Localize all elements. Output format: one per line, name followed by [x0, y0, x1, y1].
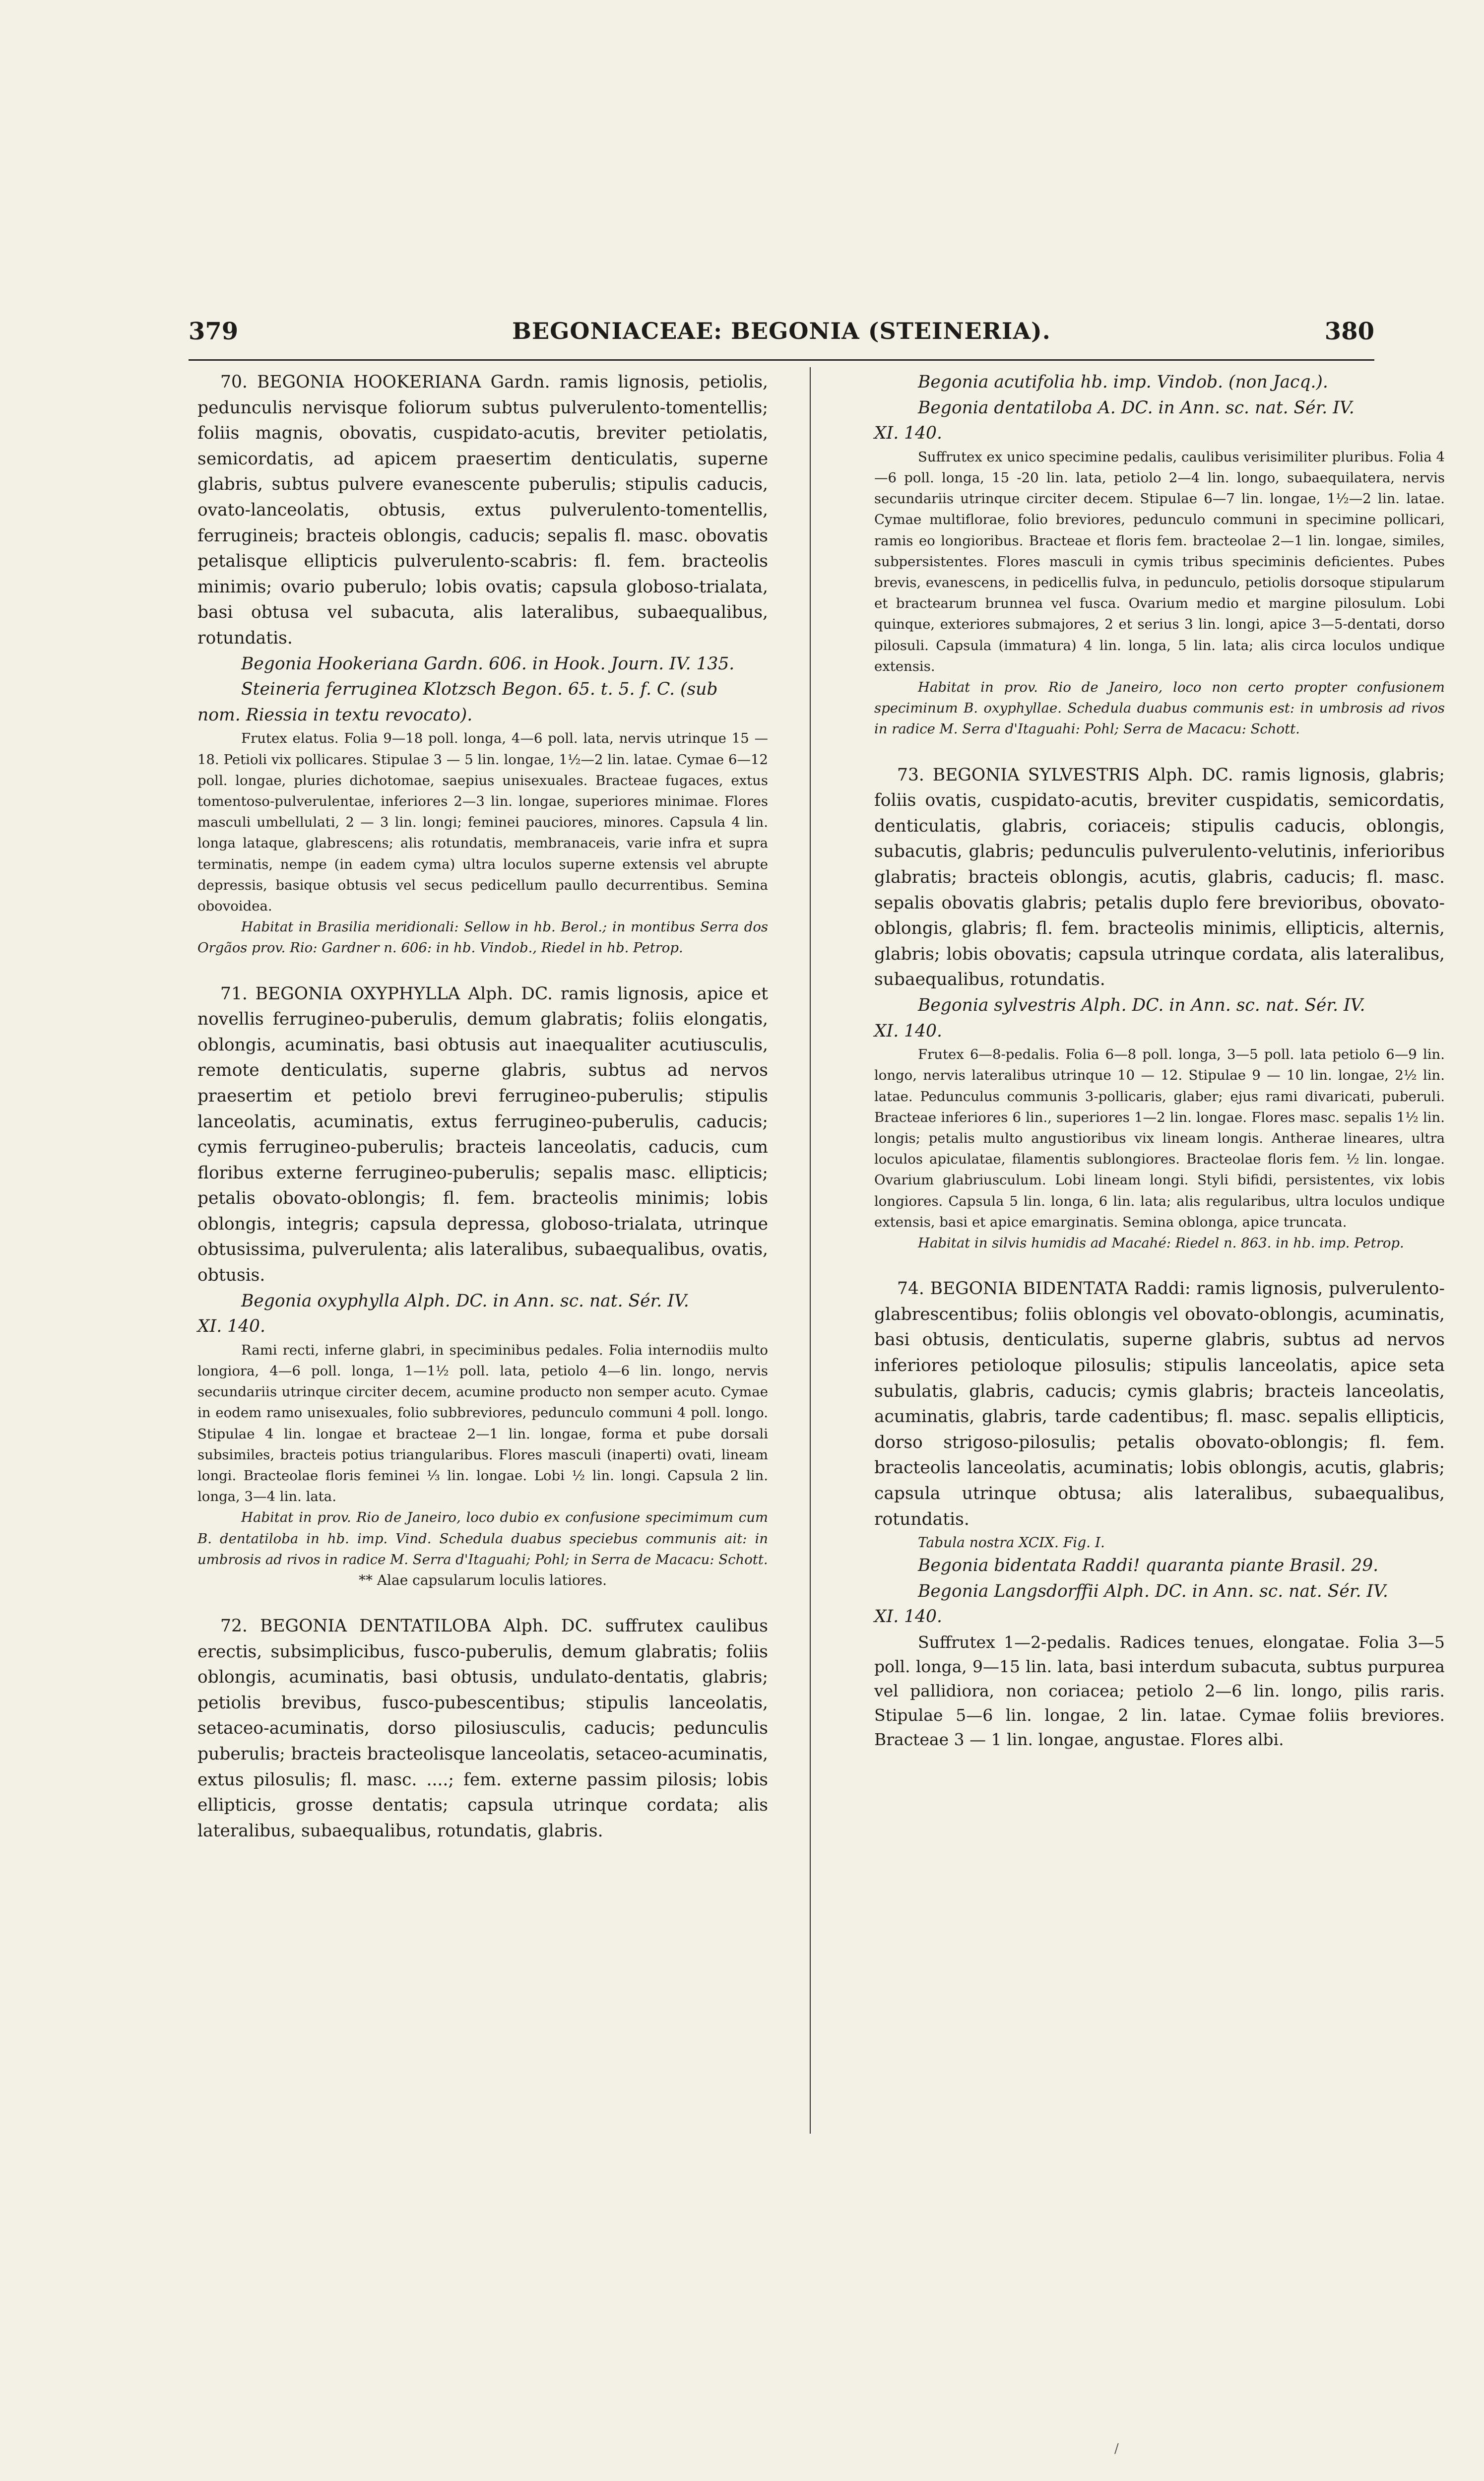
- species-72-diagnosis: 72. BEGONIA DENTATILOBA Alph. DC. suffrutex caulibus erectis, subsimplicibus, fusco-puberulis, demum glabratis; foliis oblongis, acuminatis, basi obtusis, undulato-dentatis, glabris; petiolis brevibus, fusco-pubescentibus; stipulis lanceolatis, setaceo-acuminatis, dorso pilosiusculis, caducis; pedunculis puberulis; bracteis bracteolisque lanceolatis, setaceo-acuminatis, extus pilosulis; fl. masc. ....; fem. externe passim pilosis; lobis ellipticis, grosse dentatis; capsula utrinque cordata; alis lateralibus, subaequalibus, rotundatis, glabris.: [197, 1616, 768, 1841]
- species-70-citation-2-cont: nom. Riessia in textu revocato).: [197, 705, 473, 725]
- page-header: [189, 318, 1374, 357]
- header-rule: [189, 359, 1374, 361]
- species-74-description: Suffrutex 1—2-pedalis. Radices tenues, elongatae. Folia 3—5 poll. longa, 9—15 lin. lata, basi interdum subacuta, subtus purpurea vel pallidiora, non coriacea; petiolo 2—6 lin. longo, pilis raris. Stipulae 5—6 lin. longae, 2 lin. latae. Cymae foliis breviores. Bracteae 3 — 1 lin. longae, angustae. Flores albi.: [874, 1632, 1445, 1749]
- page-number-left: 379: [189, 318, 239, 345]
- species-72-citation-2: Begonia dentatiloba A. DC. in Ann. sc. nat. Sér. IV.: [918, 397, 1355, 418]
- species-74-citation-2: Begonia Langsdorffii Alph. DC. in Ann. sc. nat. Sér. IV.: [918, 1581, 1388, 1601]
- species-73-diagnosis: 73. BEGONIA SYLVESTRIS Alph. DC. ramis lignosis, glabris; foliis ovatis, cuspidato-acutis, breviter cuspidatis, semicordatis, denticulatis, glabris, coriaceis; stipulis caducis, oblongis, subacutis, glabris; pedunculis pulverulento-velutinis, inferioribus glabratis; bracteis oblongis, acutis, glabris, caducis; fl. masc. sepalis obovatis glabris; petalis duplo fere brevioribus, obovato-oblongis, glabris; fl. fem. bracteolis minimis, ellipticis, alternis, glabris; lobis obovatis; capsula utrinque cordata, alis lateralibus, subaequalibus, rotundatis.: [874, 765, 1445, 990]
- species-70-diagnosis: 70. BEGONIA HOOKERIANA Gardn. ramis lignosis, petiolis, pedunculis nervisque foliorum subtus pulverulento-tomentellis; foliis magnis, obovatis, cuspidato-acutis, breviter petiolatis, semicordatis, ad apicem praesertim denticulatis, superne glabris, subtus pulvere evanescente puberulis; stipulis caducis, ovato-lanceolatis, obtusis, extus pulverulento-tomentellis, ferrugineis; bracteis oblongis, caducis; sepalis fl. masc. obovatis petalisque ellipticis pulverulento-scabris: fl. fem. bracteolis minimis; ovario puberulo; lobis ovatis; capsula globoso-trialata, basi obtusa vel subacuta, alis lateralibus, subaequalibus, rotundatis.: [197, 372, 768, 648]
- species-73-description: Frutex 6—8-pedalis. Folia 6—8 poll. longa, 3—5 poll. lata petiolo 6—9 lin. longo, nervis lateralibus utrinque 10 — 12. Stipulae 9 — 10 lin. longae, 2½ lin. latae. Pedunculus communis 3-pollicaris, glaber; ejus rami divaricati, puberuli. Bracteae inferiores 6 lin., superiores 1—2 lin. longae. Flores masc. sepalis 1½ lin. longis; petalis multo angustioribus vix lineam longis. Antherae lineares, ultra loculos apiculatae, filamentis sublongiores. Bracteolae floris fem. ½ lin. longae. Ovarium glabriusculum. Lobi lineam longi. Styli bifidi, persistentes, vix lobis longiores. Capsula 5 lin. longa, 6 lin. lata; alis regularibus, ultra loculos undique extensis, basi et apice emarginatis. Semina oblonga, apice truncata.: [874, 1046, 1445, 1230]
- right-column: [874, 370, 1445, 1752]
- running-title: BEGONIACEAE: BEGONIA (STEINERIA).: [512, 318, 1051, 344]
- species-71-description: Rami recti, inferne glabri, in speciminibus pedales. Folia internodiis multo longiora, 4—6 poll. longa, 1—1½ poll. lata, petiolo 4—6 lin. longo, nervis secundariis utrinque circiter decem, acumine producto non semper acuto. Cymae in eodem ramo unisexuales, folio subbreviores, pedunculo communi 4 poll. longo. Stipulae 4 lin. longae et bracteae 2—1 lin. longae, forma et pube dorsali subsimiles, bracteis potius triangularibus. Flores masculi (inaperti) ovati, lineam longi. Bracteolae floris feminei ⅓ lin. longae. Lobi ½ lin. longi. Capsula 2 lin. longa, 3—4 lin. lata.: [197, 1342, 768, 1505]
- species-71-habitat: Habitat in prov. Rio de Janeiro, loco dubio ex confusione specimimum cum B. dentatiloba in hb. imp. Vind. Schedula duabus speciebus communis ait: in umbrosis ad rivos in radice M. Serra d'Itaguahi; Pohl; in Serra de Macacu: Schott.: [197, 1509, 768, 1567]
- species-72-habitat: Habitat in prov. Rio de Janeiro, loco non certo propter confusionem speciminum B. oxyphyllae. Schedula duabus communis est: in umbrosis ad rivos in radice M. Serra d'Itaguahi: Pohl; Serra de Macacu: Schott.: [874, 679, 1445, 737]
- species-70-habitat: Habitat in Brasilia meridionali: Sellow in hb. Berol.; in montibus Serra dos Orgãos prov. Rio: Gardner n. 606: in hb. Vindob., Riedel in hb. Petrop.: [197, 919, 768, 956]
- species-70-description: Frutex elatus. Folia 9—18 poll. longa, 4—6 poll. lata, nervis utrinque 15 — 18. Petioli vix pollicares. Stipulae 3 — 5 lin. longae, 1½—2 lin. latae. Cymae 6—12 poll. longae, pluries dichotomae, saepius unisexuales. Bracteae fugaces, extus tomentoso-pulverulentae, inferiores 2—3 lin. longae, superiores minimae. Flores masculi umbellulati, 2 — 3 lin. longi; feminei pauciores, minores. Capsula 4 lin. longa lataque, glabrescens; alis rotundatis, membranaceis, varie infra et supra terminatis, nempe (in eadem cyma) ultra loculos superne extensis vel abrupte depressis, basique obtusis vel secus pedicellum paullo decurrentibus. Semina obovoidea.: [197, 730, 768, 914]
- species-71-citation-1: Begonia oxyphylla Alph. DC. in Ann. sc. nat. Sér. IV.: [241, 1291, 689, 1311]
- species-70-citation-2: Steineria ferruginea Klotzsch Begon. 65. t. 5. f. C. (sub: [241, 679, 718, 700]
- section-note: ** Alae capsularum loculis latiores.: [358, 1572, 607, 1589]
- species-72-citation-2-cont: XI. 140.: [874, 423, 942, 444]
- species-71-citation-1-cont: XI. 140.: [197, 1316, 265, 1337]
- species-73-citation-1: Begonia sylvestris Alph. DC. in Ann. sc. nat. Sér. IV.: [918, 995, 1365, 1015]
- species-73-citation-1-cont: XI. 140.: [874, 1021, 942, 1041]
- species-74-citation-1: Begonia bidentata Raddi! quaranta piante Brasil. 29.: [918, 1556, 1379, 1576]
- species-72-citation-1: Begonia acutifolia hb. imp. Vindob. (non Jacq.).: [918, 372, 1328, 392]
- left-column: [197, 370, 768, 1844]
- species-74-plate-ref: Tabula nostra XCIX. Fig. I.: [918, 1534, 1105, 1551]
- species-72-description: Suffrutex ex unico specimine pedalis, caulibus verisimiliter pluribus. Folia 4—6 poll. longa, 15 -20 lin. lata, petiolo 2—4 lin. longo, subaequilatera, nervis secundariis utrinque circiter decem. Stipulae 6—7 lin. longae, 1½—2 lin. latae. Cymae multiflorae, folio breviores, pedunculo communi in specimine pollicari, ramis eo longioribus. Bracteae et floris fem. bracteolae 2—1 lin. longae, similes, subpersistentes. Flores masculi in cymis tribus speciminis deficientes. Pubes brevis, evanescens, in pedicellis fulva, in pedunculo, petiolis dorsoque stipularum et bractearum brunnea vel fusca. Ovarium medio et margine pilosulum. Lobi quinque, exteriores submajores, 2 et serius 3 lin. longi, apice 3—5-dentati, dorso pilosuli. Capsula (immatura) 4 lin. longa, 5 lin. lata; alis circa loculos undique extensis.: [874, 449, 1445, 674]
- footer-mark: /: [1114, 2441, 1119, 2456]
- page-number-right: 380: [1324, 318, 1374, 345]
- species-74-diagnosis: 74. BEGONIA BIDENTATA Raddi: ramis lignosis, pulverulento-glabrescentibus; foliis oblongis vel obovato-oblongis, acuminatis, basi obtusis, denticulatis, superne glabris, subtus ad nervos inferiores petioloque pilosulis; stipulis lanceolatis, apice seta subulatis, glabris, caducis; cymis glabris; bracteis lanceolatis, acuminatis, glabris, tarde cadentibus; fl. masc. sepalis ellipticis, dorso strigoso-pilosulis; petalis obovato-oblongis; fl. fem. bracteolis lanceolatis, acuminatis; lobis oblongis, acutis, glabris; capsula utrinque obtusa; alis lateralibus, subaequalibus, rotundatis.: [874, 1279, 1445, 1529]
- species-74-citation-2-cont: XI. 140.: [874, 1607, 942, 1627]
- species-70-citation-1: Begonia Hookeriana Gardn. 606. in Hook. Journ. IV. 135.: [241, 653, 735, 674]
- column-divider: [810, 367, 811, 2134]
- species-71-diagnosis: 71. BEGONIA OXYPHYLLA Alph. DC. ramis lignosis, apice et novellis ferrugineo-puberulis, demum glabratis; foliis elongatis, oblongis, acuminatis, basi obtusis aut inaequaliter acutiusculis, remote denticulatis, superne glabris, subtus ad nervos praesertim et petiolo brevi ferrugineo-puberulis; stipulis lanceolatis, acuminatis, extus ferrugineo-puberulis, caducis; cymis ferrugineo-puberulis; bracteis lanceolatis, caducis, cum floribus externe ferrugineo-puberulis; sepalis masc. ellipticis; petalis obovato-oblongis; fl. fem. bracteolis minimis; lobis oblongis, integris; capsula depressa, globoso-trialata, utrinque obtusissima, pulverulenta; alis lateralibus, subaequalibus, ovatis, obtusis.: [197, 983, 768, 1286]
- species-73-habitat: Habitat in silvis humidis ad Macahé: Riedel n. 863. in hb. imp. Petrop.: [918, 1235, 1404, 1251]
